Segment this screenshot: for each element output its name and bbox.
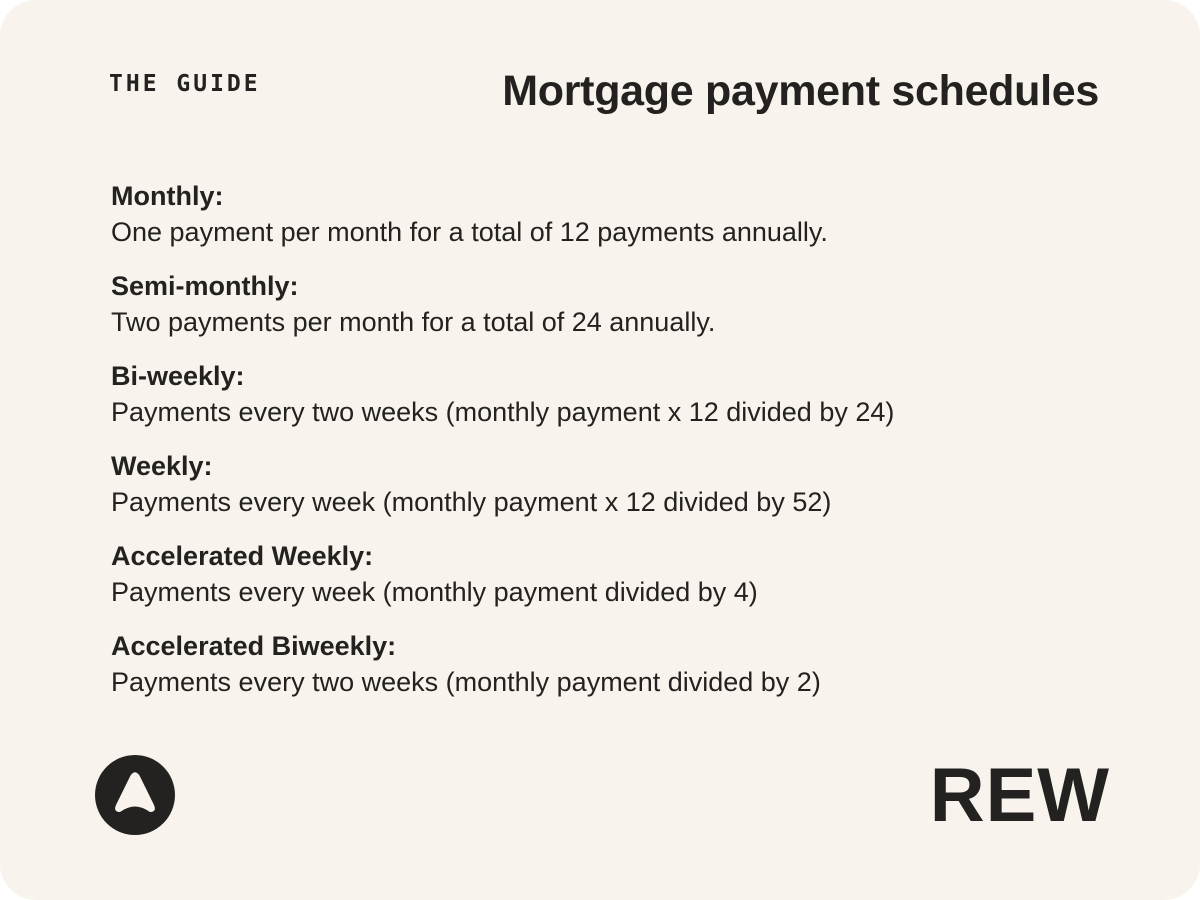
schedule-description: Payments every week (monthly payment divided by 4) (111, 577, 758, 607)
schedule-item-semi-monthly (111, 268, 1111, 358)
schedule-name: Bi-weekly: (111, 361, 245, 391)
schedule-name: Monthly: (111, 181, 224, 211)
schedule-description: One payment per month for a total of 12 payments annually. (111, 217, 828, 247)
schedule-description: Two payments per month for a total of 24 annually. (111, 307, 716, 337)
schedule-list (111, 178, 1111, 718)
page-title: Mortgage payment schedules (502, 67, 1099, 115)
schedule-description: Payments every week (monthly payment x 12 divided by 52) (111, 487, 832, 517)
schedule-item-weekly (111, 448, 1111, 538)
schedule-description: Payments every two weeks (monthly payment divided by 2) (111, 667, 821, 697)
schedule-name: Weekly: (111, 451, 213, 481)
rew-wordmark: REW (929, 753, 1110, 838)
schedule-name: Accelerated Biweekly: (111, 631, 397, 661)
schedule-name: Accelerated Weekly: (111, 541, 374, 571)
guide-eyebrow: THE GUIDE (109, 71, 261, 97)
schedule-name: Semi-monthly: (111, 271, 299, 301)
schedule-item-accelerated-biweekly (111, 628, 1111, 718)
schedule-item-bi-weekly (111, 358, 1111, 448)
schedule-item-monthly (111, 178, 1111, 268)
schedule-item-accelerated-weekly (111, 538, 1111, 628)
schedule-description: Payments every two weeks (monthly payment x 12 divided by 24) (111, 397, 895, 427)
rounded-triangle-circle-icon (95, 755, 175, 835)
